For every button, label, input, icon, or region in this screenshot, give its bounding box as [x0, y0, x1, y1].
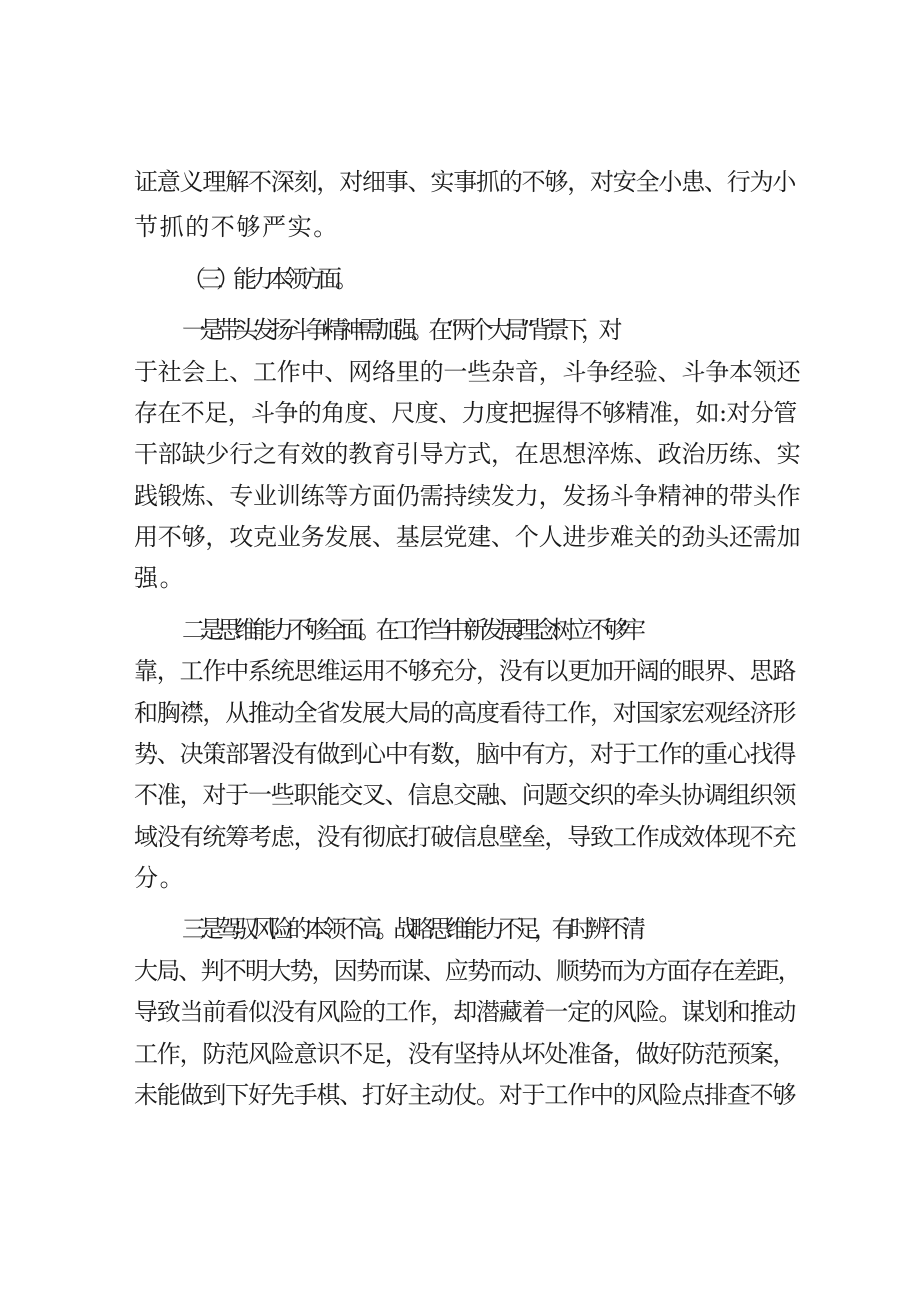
section-heading: （三）能力本领方面。: [182, 265, 352, 293]
paragraph-2-line-6: 域没有统筹考虑，没有彻底打破信息壁垒，导致工作成效体现不充: [134, 823, 796, 851]
paragraph-2-line-2: 靠，工作中系统思维运用不够充分，没有以更加开阔的眼界、思路: [134, 657, 796, 685]
paragraph-0-line-1: 证意义理解不深刻，对细事、实事抓的不够，对安全小患、行为小: [134, 168, 796, 196]
paragraph-1-line-5: 践锻炼、专业训练等方面仍需持续发力，发扬斗争精神的带头作: [134, 482, 801, 510]
paragraph-2-line-1: 二是思维能力不够全面。在工作当中新发展理念树立不够牢: [182, 616, 640, 644]
paragraph-1-line-2: 于社会上、工作中、网络里的一些杂音，斗争经验、斗争本领还: [134, 358, 801, 386]
paragraph-1-line-7: 强。: [134, 564, 186, 592]
paragraph-3-line-4: 工作，防范风险意识不足，没有坚持从坏处准备，做好防范预案，: [134, 1040, 796, 1068]
paragraph-2-line-5: 不准，对于一些职能交叉、信息交融、问题交织的牵头协调组织领: [134, 781, 796, 809]
paragraph-3-line-3: 导致当前看似没有风险的工作，却潜藏着一定的风险。谋划和推动: [134, 998, 796, 1026]
paragraph-0-line-2: 节抓的不够严实。: [134, 213, 339, 241]
paragraph-3-line-2: 大局、判不明大势，因势而谋、应势而动、顺势而为方面存在差距，: [134, 957, 800, 985]
paragraph-3-line-5: 未能做到下好先手棋、打好主动仗。对于工作中的风险点排查不够: [134, 1081, 796, 1109]
paragraph-1-line-1: 一是带头发扬斗争精神需加强。在“两个大局”背景下，对: [182, 316, 617, 344]
paragraph-3-line-1: 三是驾驭风险的本领不高。战略思维能力不足，有时辨不清: [182, 915, 640, 943]
paragraph-1-line-6: 用不够，攻克业务发展、基层党建、个人进步难关的劲头还需加: [134, 523, 801, 551]
paragraph-2-line-3: 和胸襟，从推动全省发展大局的高度看待工作，对国家宏观经济形: [134, 699, 796, 727]
paragraph-1-line-4: 干部缺少行之有效的教育引导方式，在思想淬炼、政治历练、实: [134, 440, 801, 468]
paragraph-2-line-7: 分。: [134, 864, 186, 892]
paragraph-1-line-3: 存在不足，斗争的角度、尺度、力度把握得不够精准，如:对分管: [134, 399, 797, 427]
paragraph-2-line-4: 势、决策部署没有做到心中有数，脑中有方，对于工作的重心找得: [134, 740, 796, 768]
